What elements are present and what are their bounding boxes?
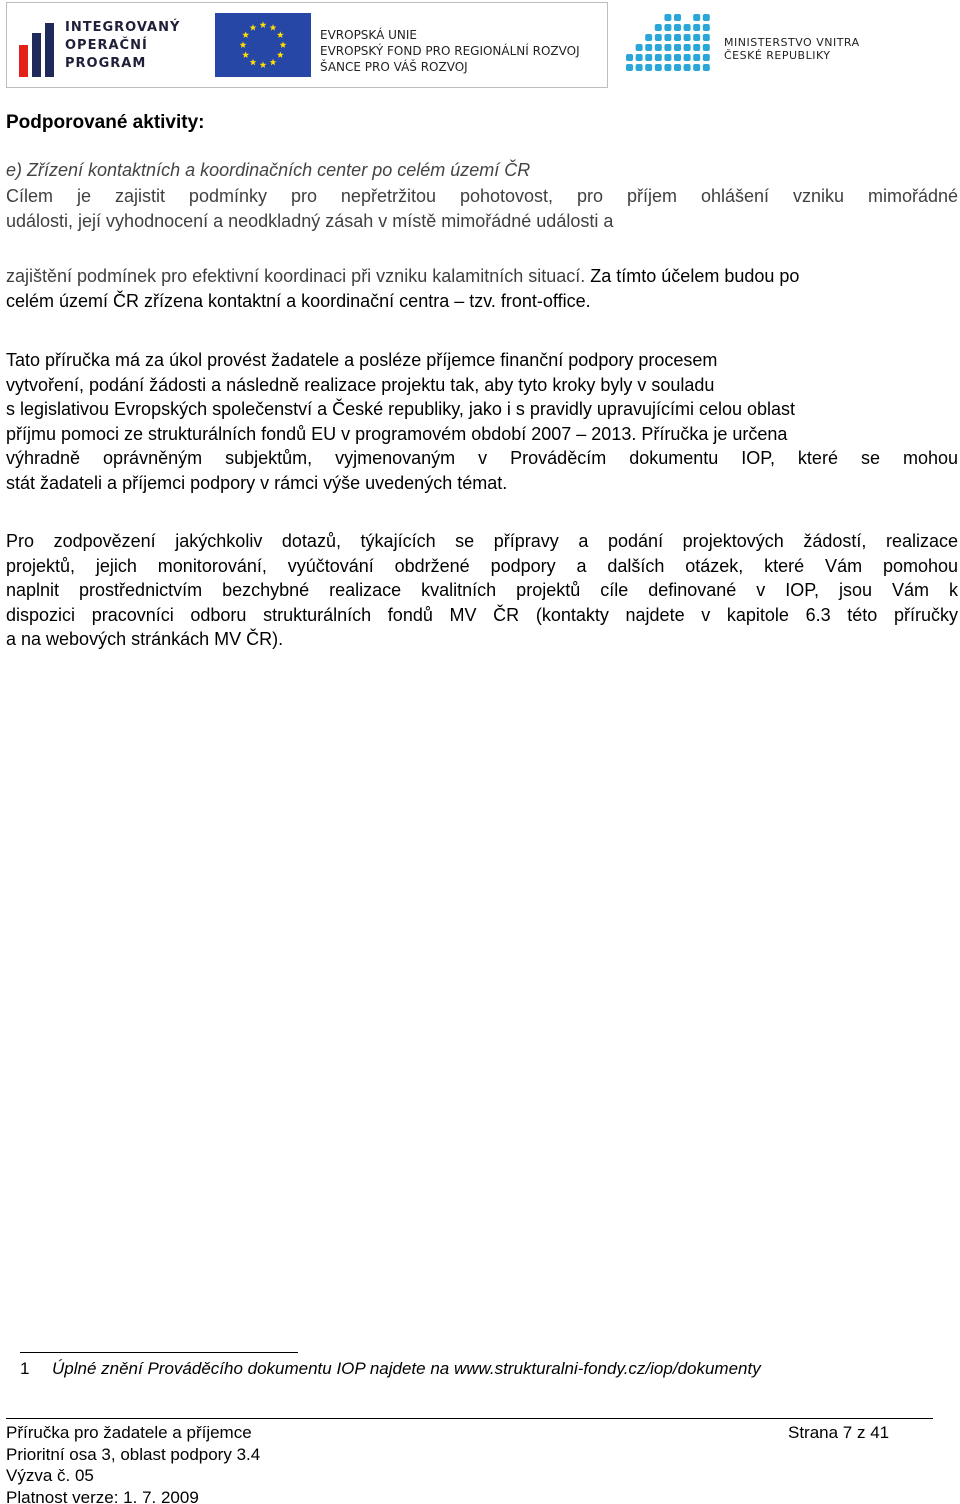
mv-dot-icon (645, 64, 652, 71)
footnote-separator (20, 1352, 298, 1353)
text-line: výhradně oprávněným subjektům, vyjmenovaným v Prováděcím dokumentu IOP, které se mohou (6, 448, 958, 468)
mv-dot-icon (636, 54, 643, 61)
mv-dot-icon (664, 14, 671, 21)
section-heading: Podporované aktivity: (6, 112, 205, 133)
footer-line: Příručka pro žadatele a příjemce (6, 1423, 252, 1442)
mv-dot-icon (645, 54, 652, 61)
mv-dot-icon (645, 44, 652, 51)
text-line: naplnit prostřednictvím bezchybné realizace kvalitních projektů cíle definované v IOP, jsou Vám k (6, 580, 958, 600)
mv-dot-icon (664, 54, 671, 61)
mv-dot-icon (684, 54, 691, 61)
footer-separator (6, 1418, 933, 1419)
text-line: Pro zodpovězení jakýchkoliv dotazů, týkajících se přípravy a podání projektových žádostí, realizace (6, 531, 958, 551)
text-line: Cílem je zajistit podmínky pro nepřetržitou pohotovost, pro příjem ohlášení vzniku mimořádné (6, 186, 958, 206)
text-line: celém území ČR zřízena kontaktní a koordinační centra – tzv. front-office. (6, 290, 591, 311)
mv-dot-icon (674, 64, 681, 71)
mv-dot-icon (645, 34, 652, 41)
footer-info (6, 1422, 260, 1504)
mv-dot-icon (636, 64, 643, 71)
mv-dot-icon (674, 14, 681, 21)
eu-flag-icon (215, 13, 311, 77)
mv-dot-icon (703, 54, 710, 61)
text-line: Příručka je určena (636, 423, 788, 444)
mv-dot-icon (693, 34, 700, 41)
mv-logo (626, 14, 886, 76)
logo-banner (6, 2, 608, 88)
mv-dot-icon (674, 34, 681, 41)
mv-dot-icon (693, 44, 700, 51)
footnote-text: Úplné znění Prováděcího dokumentu IOP najdete na www.strukturalni-fondy.cz/iop/dokumenty (52, 1359, 761, 1378)
mv-dot-icon (626, 54, 633, 61)
paragraph-contacts (6, 529, 958, 652)
mv-dot-icon (703, 24, 710, 31)
mv-dot-icon (684, 64, 691, 71)
footnote-number: 1 (20, 1359, 30, 1378)
mv-dot-icon (664, 34, 671, 41)
mv-wordmark: MINISTERSTVO VNITRA ČESKÉ REPUBLIKY (724, 36, 860, 62)
mv-dots-icon (626, 14, 714, 74)
mv-dot-icon (655, 54, 662, 61)
mv-dot-icon (693, 14, 700, 21)
mv-dot-icon (636, 44, 643, 51)
mv-dot-icon (703, 64, 710, 71)
activity-detail (6, 264, 958, 313)
text-line: projektů, jejich monitorování, vyúčtování obdržené podpory a dalších otázek, které Vám pomohou (6, 555, 958, 576)
footnote (20, 1359, 761, 1379)
mv-dot-icon (655, 24, 662, 31)
mv-dot-icon (664, 24, 671, 31)
mv-dot-icon (664, 64, 671, 71)
mv-dot-icon (655, 44, 662, 51)
eu-wordmark: EVROPSKÁ UNIE EVROPSKÝ FOND PRO REGIONÁLNÍ ROZVOJ ŠANCE PRO VÁŠ ROZVOJ (320, 28, 580, 74)
footer-line: Prioritní osa 3, oblast podpory 3.4 (6, 1444, 261, 1464)
mv-dot-icon (674, 54, 681, 61)
iop-bars-icon (17, 23, 57, 77)
mv-dot-icon (703, 34, 710, 41)
mv-dot-icon (655, 34, 662, 41)
text-line: s legislativou Evropských společenství a České republiky, jako i s pravidly upravujícími celou oblast (6, 399, 796, 419)
text-line: a na webových stránkách MV ČR). (6, 629, 284, 649)
text-line: vytvoření, podání žádosti a následně realizace projektu tak, aby tyto kroky byly v souladu (6, 374, 715, 395)
mv-dot-icon (684, 44, 691, 51)
page-number: Strana 7 z 41 (788, 1423, 890, 1442)
mv-dot-icon (693, 64, 700, 71)
mv-dot-icon (703, 14, 710, 21)
mv-dot-icon (693, 24, 700, 31)
mv-dot-icon (626, 64, 633, 71)
mv-dot-icon (674, 44, 681, 51)
text-line: události, její vyhodnocení a neodkladný zásah v místě mimořádné události a (6, 210, 614, 231)
text-line: Tato příručka má za úkol provést žadatele a posléze příjemce finanční podpory procesem (6, 350, 718, 370)
mv-dot-icon (684, 34, 691, 41)
text-line: Za tímto účelem budou po (585, 266, 800, 286)
activity-description (6, 184, 958, 233)
mv-dot-icon (674, 24, 681, 31)
mv-dot-icon (664, 44, 671, 51)
paragraph-purpose (6, 348, 958, 495)
mv-dot-icon (693, 54, 700, 61)
iop-wordmark: INTEGROVANÝ OPERAČNÍ PROGRAM (65, 20, 181, 71)
iop-logo (17, 15, 197, 77)
text-line: stát žadateli a příjemci podpory v rámci výše uvedených témat. (6, 472, 508, 493)
text-line: zajištění podmínek pro efektivní koordinaci při vzniku kalamitních situací. (6, 266, 586, 286)
mv-dot-icon (684, 24, 691, 31)
mv-dot-icon (703, 44, 710, 51)
mv-dot-icon (655, 64, 662, 71)
activity-title: e) Zřízení kontaktních a koordinačních center po celém území ČR (6, 160, 531, 180)
footer-line: Výzva č. 05 (6, 1466, 94, 1485)
text-line: dispozici pracovníci odboru strukturálních fondů MV ČR (kontakty najdete v kapitole 6.3 této příručky (6, 604, 958, 625)
footer-line: Platnost verze: 1. 7. 2009 (6, 1487, 199, 1504)
text-line: příjmu pomoci ze strukturálních fondů EU v programovém období 2007 – 2013. (6, 423, 637, 444)
